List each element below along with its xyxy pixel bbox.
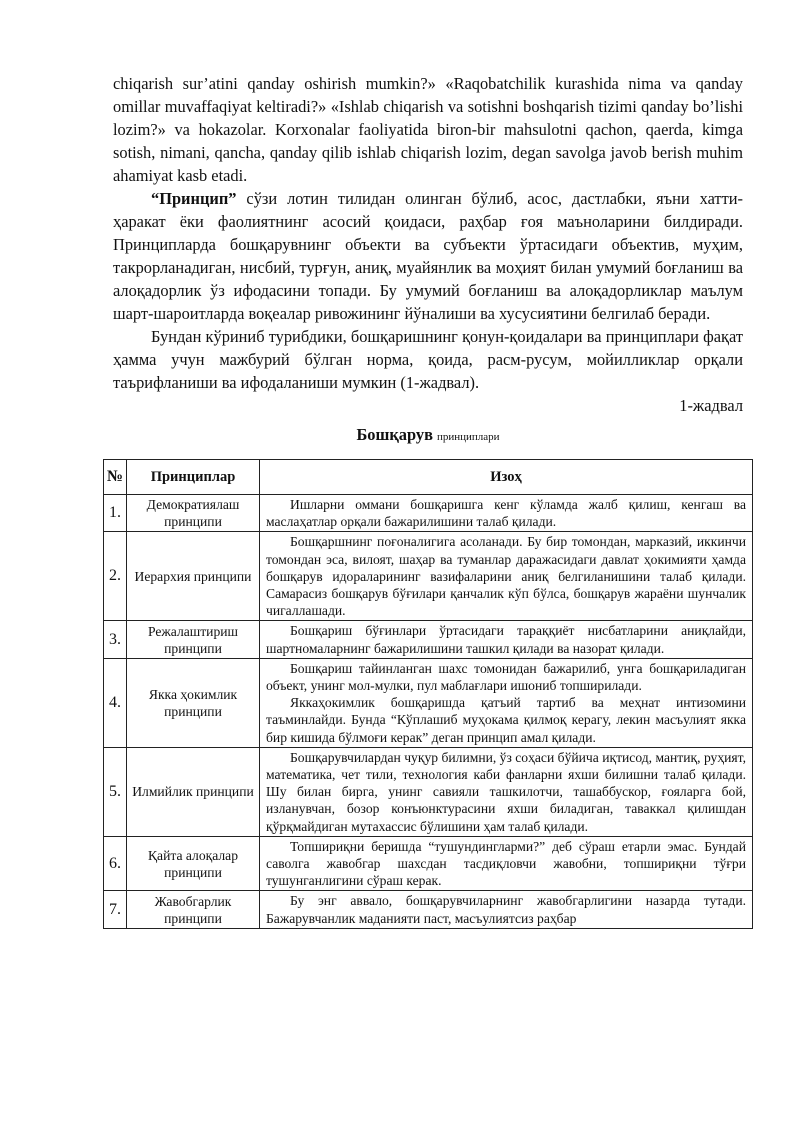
table-reference: 1-жадвал: [679, 396, 743, 415]
row-number: 5.: [104, 747, 127, 836]
row-number: 6.: [104, 836, 127, 891]
description-text: Ишларни оммани бошқаришга кенг кўламда жалб қилиш, кенгаш ва маслаҳатлар орқали бажарилишини талаб қилади.: [266, 497, 746, 530]
table-row: [104, 747, 753, 836]
row-description: [260, 532, 753, 621]
paragraph-2-text: сўзи лотин тилидан олинган бўлиб, асос, дастлабки, яъни хатти-ҳаракат ёки фаолиятнинг асосий қоидаси, раҳбар ғоя маъноларини билдиради. Принципларда бошқарувнинг объекти ва субъекти ўртасидаги объектив, муҳим, такрорланадиган, нисбий, турғун, аниқ, муайянлик ва моҳият билан умумий боғланиш ва алоқадорлик ўз ифодасини топади. Бу умумий боғланиш ва алоқадорликлар маълум шарт-шароитларда воқеалар ривожининг йўналиши ва хусусиятини белгилаб беради.: [113, 189, 743, 323]
paragraph-1: chiqarish sur’atini qanday oshirish mumkin?» «Raqobatchilik kurashida nima va qanday omillar muvaffaqiyat keltiradi?» «Ishlab chiqarish va sotishni boshqarish tizimi qanday bo’lishi lozim?» va hokazolar. Korxonalar faoliyatida biron-bir mahsulotni qachon, qaerda, kimga sotish, nimani, qancha, qanday qilib ishlab chiqarish lozim, degan savolga javob berish muhim ahamiyat kasb etadi.: [113, 74, 743, 185]
row-description: [260, 747, 753, 836]
table-row: [104, 495, 753, 532]
row-number: 1.: [104, 495, 127, 532]
row-description: [260, 621, 753, 658]
table-title-main: Бошқарув: [356, 425, 433, 444]
table-header-row: [104, 460, 753, 495]
description-text: Бошқариш бўғинлари ўртасидаги тараққиёт нисбатларини аниқлайди, шартномаларнинг бажарилишини ташкил қилади ва назорат қилади.: [266, 623, 746, 656]
description-text: Топшириқни беришда “тушундингларми?” деб сўраш етарли эмас. Бундай саволга жавобгар шахсдан тасдиқловчи жавобни, топшириқни тўғри тушунганлигини сўраш керак.: [266, 838, 746, 889]
table-row: [104, 891, 753, 928]
row-number: 2.: [104, 532, 127, 621]
principles-table: [103, 459, 753, 929]
row-principle: Иерархия принципи: [127, 532, 260, 621]
row-number: 4.: [104, 658, 127, 747]
header-number: №: [104, 460, 127, 495]
row-number: 7.: [104, 891, 127, 928]
row-principle: Режалаштириш принципи: [127, 621, 260, 658]
paragraph-2: [113, 187, 743, 325]
description-text: Бошқарувчилардан чуқур билимни, ўз соҳаси бўйича иқтисод, мантиқ, руҳият, математика, чет тили, технология каби фанларни яхши билишни талаб қилади. Шу билан бирга, унинг савияли ташкилотчи, ташаббускор, ғояларга бой, изланувчан, бозор конъюнктурасини яхши биладиган, таваккал қилишдан қўрқмайдиган мутахассис бўлишини ҳам талаб қилади.: [266, 749, 746, 834]
row-principle: Илмийлик принципи: [127, 747, 260, 836]
table-title: [113, 423, 743, 449]
header-description: Изоҳ: [260, 460, 753, 495]
row-description: [260, 836, 753, 891]
description-text: Бу энг аввало, бошқарувчиларнинг жавобгарлигини назарда тутади. Бажарувчанлик маданияти паст, масъулиятсиз раҳбар: [266, 893, 746, 926]
row-principle: Якка ҳокимлик принципи: [127, 658, 260, 747]
description-text: Бошқариш тайинланган шахс томонидан бажарилиб, унга бошқариладиган объект, унинг мол-мулки, пул маблағлари ишониб топширилади.: [266, 660, 746, 694]
table-row: [104, 621, 753, 658]
row-principle: Қайта алоқалар принципи: [127, 836, 260, 891]
principle-term: “Принцип”: [151, 189, 237, 208]
table-title-sub: принциплари: [436, 431, 500, 443]
row-description: [260, 891, 753, 928]
row-number: 3.: [104, 621, 127, 658]
table-row: [104, 532, 753, 621]
table-row: [104, 658, 753, 747]
row-principle: Жавобгарлик принципи: [127, 891, 260, 928]
row-description: [260, 495, 753, 532]
row-description: [260, 658, 753, 747]
paragraph-3: Бундан кўриниб турибдики, бошқаришнинг қонун-қоидалари ва принциплари фақат ҳамма учун мажбурий бўлган норма, қоида, расм-русум, мойилликлар орқали таърифланиши ва ифодаланиши мумкин (1-жадвал).: [113, 327, 743, 392]
table-row: [104, 836, 753, 891]
row-principle: Демократиялаш принципи: [127, 495, 260, 532]
description-text: Яккаҳокимлик бошқаришда қатъий тартиб ва меҳнат интизомини таъминлайди. Бунда “Кўплашиб муҳокама қилмоқ керагу, лекин масъулият якка бир кишида бўлмоғи керак” деган принцип амал қилади.: [266, 695, 746, 745]
description-text: Бошқаршнинг поғоналигига асоланади. Бу бир томондан, марказий, иккинчи томондан эса, вилоят, шаҳар ва туманлар даражасидаги давлат ҳокимияти ҳамда бошқарув идораларининг вазифаларини аниқ белгиланишини талаб қилади. Самарасиз бошқарув бўғилари қанчалик кўп бўлса, бошқарув жараёни шунчалик чигаллашади.: [266, 534, 746, 619]
document-body: [113, 72, 743, 457]
header-principles: Принциплар: [127, 460, 260, 495]
